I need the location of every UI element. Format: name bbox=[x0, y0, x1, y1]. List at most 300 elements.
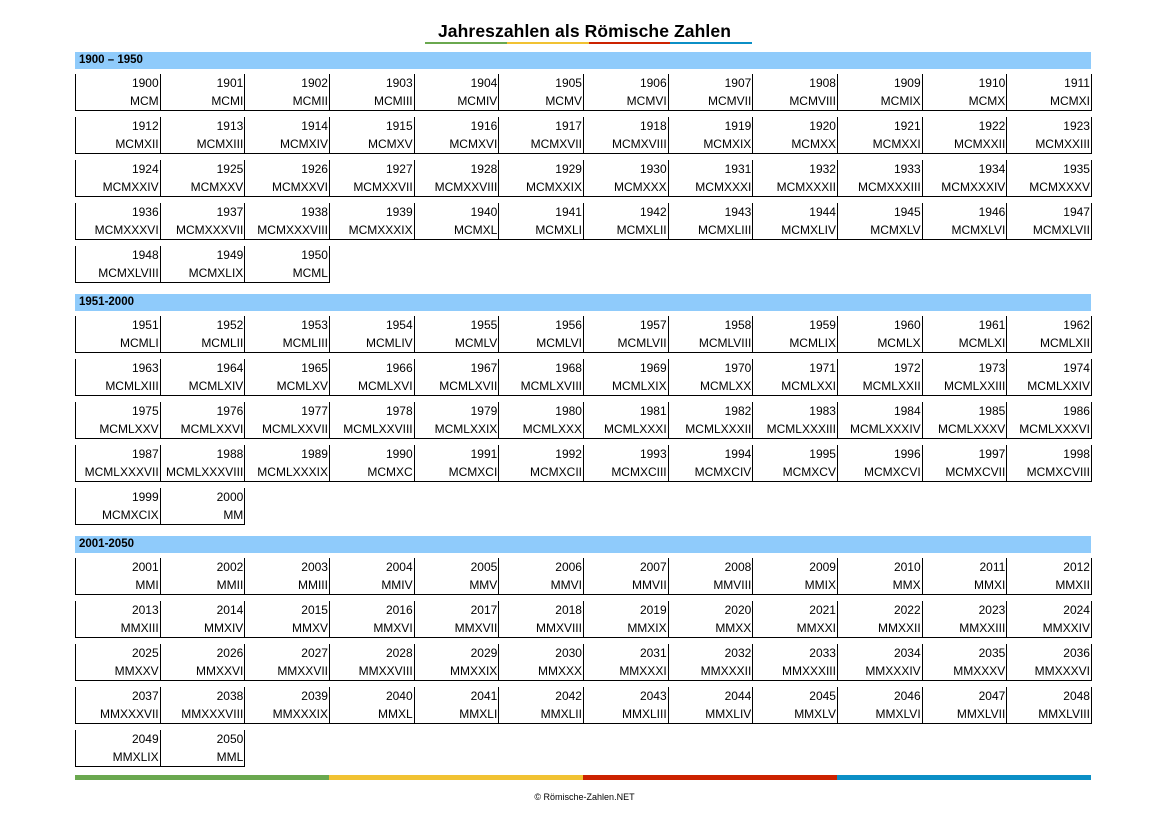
year-number: 1951 bbox=[131, 318, 159, 332]
bar-blue bbox=[837, 775, 1091, 780]
year-cell bbox=[160, 160, 246, 197]
year-cell bbox=[1006, 445, 1092, 482]
year-cell bbox=[244, 558, 330, 595]
roman-numeral: MMI bbox=[135, 578, 159, 592]
roman-numeral: MCMLXXXIV bbox=[849, 422, 921, 436]
roman-numeral: MMXVII bbox=[454, 621, 498, 635]
year-number: 1940 bbox=[470, 205, 498, 219]
year-number: 2034 bbox=[893, 646, 921, 660]
year-number: 1906 bbox=[639, 76, 667, 90]
year-number: 1974 bbox=[1063, 361, 1090, 375]
year-number: 2036 bbox=[1063, 646, 1090, 660]
year-cell bbox=[1006, 644, 1092, 681]
year-number: 2035 bbox=[978, 646, 1006, 660]
year-cell bbox=[329, 644, 415, 681]
year-cell bbox=[75, 488, 161, 525]
year-number: 1944 bbox=[809, 205, 836, 219]
year-number: 1978 bbox=[385, 404, 413, 418]
year-number: 1903 bbox=[385, 76, 413, 90]
year-cell bbox=[244, 359, 330, 396]
year-cell bbox=[498, 644, 584, 681]
year-number: 2044 bbox=[724, 689, 752, 703]
year-cell bbox=[583, 687, 669, 724]
year-cell bbox=[837, 601, 923, 638]
roman-numeral: MCMXCVI bbox=[863, 465, 921, 479]
year-number: 1913 bbox=[216, 119, 244, 133]
year-number: 2043 bbox=[639, 689, 667, 703]
roman-numeral: MCML bbox=[292, 266, 328, 280]
year-number: 1932 bbox=[809, 162, 836, 176]
roman-numeral: MMXV bbox=[291, 621, 328, 635]
year-cell bbox=[752, 117, 838, 154]
roman-numeral: MCMLXXIX bbox=[434, 422, 498, 436]
year-cell bbox=[752, 359, 838, 396]
roman-numeral: MMXXXIII bbox=[781, 664, 836, 678]
roman-numeral: MMXLIII bbox=[621, 707, 667, 721]
year-number: 1918 bbox=[639, 119, 667, 133]
roman-numeral: MCMLXXI bbox=[781, 379, 836, 393]
roman-numeral: MMXLIV bbox=[705, 707, 752, 721]
year-cell bbox=[329, 687, 415, 724]
year-number: 2004 bbox=[385, 560, 413, 574]
year-cell bbox=[752, 203, 838, 240]
roman-numeral: MMXLVI bbox=[875, 707, 921, 721]
year-cell bbox=[837, 687, 923, 724]
roman-numeral: MMXLVII bbox=[956, 707, 1006, 721]
year-cell bbox=[668, 445, 754, 482]
year-number: 2028 bbox=[385, 646, 413, 660]
roman-numeral: MCMLXVIII bbox=[520, 379, 582, 393]
roman-numeral: MCMLXXV bbox=[99, 422, 159, 436]
year-number: 2011 bbox=[979, 560, 1006, 574]
bar-red bbox=[583, 775, 837, 780]
year-number: 1922 bbox=[978, 119, 1006, 133]
year-cell bbox=[75, 316, 161, 353]
year-number: 2012 bbox=[1063, 560, 1090, 574]
year-cell bbox=[668, 644, 754, 681]
roman-numeral: MMXXXIX bbox=[272, 707, 328, 721]
year-number: 1931 bbox=[724, 162, 752, 176]
year-number: 1952 bbox=[216, 318, 244, 332]
roman-numeral: MCMXXXIV bbox=[941, 180, 1006, 194]
roman-numeral: MMXXI bbox=[796, 621, 836, 635]
roman-numeral: MCMXLVII bbox=[1032, 223, 1090, 237]
roman-numeral: MCMLXXII bbox=[862, 379, 921, 393]
year-grid-1900-1950 bbox=[75, 74, 1091, 284]
year-number: 1961 bbox=[978, 318, 1006, 332]
year-number: 2047 bbox=[978, 689, 1006, 703]
year-number: 1945 bbox=[893, 205, 921, 219]
roman-numeral: MCMXXVII bbox=[353, 180, 413, 194]
year-number: 2041 bbox=[470, 689, 498, 703]
year-number: 1943 bbox=[724, 205, 752, 219]
underline-blue bbox=[670, 42, 752, 44]
year-number: 2009 bbox=[809, 560, 836, 574]
year-cell bbox=[922, 359, 1008, 396]
roman-numeral: MCMXVIII bbox=[611, 137, 667, 151]
year-cell bbox=[668, 160, 754, 197]
year-cell bbox=[414, 687, 500, 724]
year-cell bbox=[329, 203, 415, 240]
roman-numeral: MCMXXIX bbox=[525, 180, 582, 194]
roman-numeral: MCMXLV bbox=[870, 223, 921, 237]
year-cell bbox=[414, 117, 500, 154]
roman-numeral: MCMXXVIII bbox=[434, 180, 498, 194]
year-cell bbox=[75, 203, 161, 240]
year-number: 1955 bbox=[470, 318, 498, 332]
roman-numeral: MCMLXXIII bbox=[943, 379, 1006, 393]
year-cell bbox=[922, 160, 1008, 197]
year-cell bbox=[583, 359, 669, 396]
year-cell bbox=[752, 74, 838, 111]
title-underline bbox=[425, 42, 752, 44]
year-number: 2049 bbox=[131, 732, 159, 746]
roman-numeral: MMVIII bbox=[713, 578, 752, 592]
year-number: 1907 bbox=[724, 76, 752, 90]
year-cell bbox=[75, 160, 161, 197]
year-number: 1939 bbox=[385, 205, 413, 219]
roman-numeral: MCMXLVI bbox=[951, 223, 1006, 237]
year-cell bbox=[75, 558, 161, 595]
year-number: 1980 bbox=[555, 404, 582, 418]
roman-numeral: MCMLIII bbox=[282, 336, 328, 350]
roman-numeral: MMIX bbox=[804, 578, 836, 592]
year-number: 2013 bbox=[131, 603, 159, 617]
year-number: 1966 bbox=[385, 361, 413, 375]
year-cell bbox=[498, 359, 584, 396]
roman-numeral: MCMLVII bbox=[617, 336, 667, 350]
year-number: 2010 bbox=[893, 560, 921, 574]
roman-numeral: MCMXCV bbox=[782, 465, 836, 479]
year-cell bbox=[837, 74, 923, 111]
year-cell bbox=[329, 117, 415, 154]
year-number: 2006 bbox=[555, 560, 582, 574]
roman-numeral: MCMXIX bbox=[703, 137, 752, 151]
year-cell bbox=[498, 445, 584, 482]
roman-numeral: MMXIX bbox=[627, 621, 667, 635]
roman-numeral: MCMXX bbox=[791, 137, 836, 151]
year-grid-2001-2050 bbox=[75, 558, 1091, 768]
roman-numeral: MCMLI bbox=[119, 336, 159, 350]
roman-numeral: MCMXXI bbox=[872, 137, 921, 151]
year-cell bbox=[1006, 160, 1092, 197]
year-cell bbox=[1006, 203, 1092, 240]
year-number: 1973 bbox=[978, 361, 1006, 375]
roman-numeral: MMXVI bbox=[373, 621, 413, 635]
year-cell bbox=[837, 445, 923, 482]
year-cell bbox=[329, 601, 415, 638]
roman-numeral: MCMLXXXV bbox=[937, 422, 1006, 436]
year-cell bbox=[922, 644, 1008, 681]
year-cell bbox=[244, 203, 330, 240]
year-number: 1968 bbox=[555, 361, 582, 375]
year-number: 2005 bbox=[470, 560, 498, 574]
year-cell bbox=[160, 687, 246, 724]
year-number: 1985 bbox=[978, 404, 1006, 418]
footer-copyright: © Römische-Zahlen.NET bbox=[534, 792, 635, 802]
year-number: 1953 bbox=[301, 318, 328, 332]
roman-numeral: MCMXIV bbox=[279, 137, 328, 151]
year-cell bbox=[922, 203, 1008, 240]
roman-numeral: MMVII bbox=[631, 578, 667, 592]
year-number: 1954 bbox=[385, 318, 413, 332]
roman-numeral: MCMLIV bbox=[365, 336, 413, 350]
year-number: 1930 bbox=[639, 162, 667, 176]
roman-numeral: MCMLXXVIII bbox=[343, 422, 413, 436]
year-cell bbox=[1006, 601, 1092, 638]
year-number: 1979 bbox=[470, 404, 498, 418]
year-number: 1914 bbox=[301, 119, 328, 133]
roman-numeral: MCMLXXIV bbox=[1027, 379, 1090, 393]
year-number: 1909 bbox=[893, 76, 921, 90]
roman-numeral: MCMLX bbox=[877, 336, 921, 350]
year-number: 1969 bbox=[639, 361, 667, 375]
year-cell bbox=[75, 246, 161, 283]
year-number: 1989 bbox=[301, 447, 328, 461]
year-number: 2025 bbox=[131, 646, 159, 660]
year-cell bbox=[160, 246, 246, 283]
year-number: 1948 bbox=[131, 248, 159, 262]
roman-numeral: MMXLII bbox=[540, 707, 582, 721]
roman-numeral: MCMLXI bbox=[958, 336, 1006, 350]
year-number: 1962 bbox=[1063, 318, 1090, 332]
roman-numeral: MCMXXXI bbox=[695, 180, 752, 194]
year-number: 2031 bbox=[639, 646, 667, 660]
year-number: 2046 bbox=[893, 689, 921, 703]
roman-numeral: MMXX bbox=[715, 621, 752, 635]
year-cell bbox=[75, 687, 161, 724]
year-cell bbox=[160, 402, 246, 439]
roman-numeral: MCMXXVI bbox=[271, 180, 328, 194]
roman-numeral: MMXI bbox=[973, 578, 1006, 592]
roman-numeral: MCMXXXVI bbox=[94, 223, 159, 237]
year-number: 2002 bbox=[216, 560, 244, 574]
year-number: 2018 bbox=[555, 603, 582, 617]
bottom-color-bar bbox=[75, 775, 1091, 780]
year-cell bbox=[668, 117, 754, 154]
year-number: 1925 bbox=[216, 162, 244, 176]
roman-numeral: MMXXIII bbox=[959, 621, 1006, 635]
roman-numeral: MCMV bbox=[545, 94, 582, 108]
year-number: 1964 bbox=[216, 361, 244, 375]
year-number: 2021 bbox=[809, 603, 836, 617]
year-number: 1942 bbox=[639, 205, 667, 219]
year-cell bbox=[329, 160, 415, 197]
roman-numeral: MCMXLIII bbox=[697, 223, 752, 237]
roman-numeral: MCMXXX bbox=[613, 180, 667, 194]
year-cell bbox=[414, 601, 500, 638]
year-number: 2020 bbox=[724, 603, 752, 617]
year-cell bbox=[329, 445, 415, 482]
year-cell bbox=[75, 359, 161, 396]
year-number: 1900 bbox=[131, 76, 159, 90]
year-cell bbox=[244, 316, 330, 353]
year-cell bbox=[752, 644, 838, 681]
year-cell bbox=[752, 558, 838, 595]
year-cell bbox=[244, 74, 330, 111]
year-cell bbox=[414, 644, 500, 681]
year-number: 1970 bbox=[724, 361, 752, 375]
roman-numeral: MMXL bbox=[377, 707, 413, 721]
year-cell bbox=[75, 117, 161, 154]
roman-numeral: MCMLXXVI bbox=[180, 422, 244, 436]
year-cell bbox=[1006, 316, 1092, 353]
year-cell bbox=[498, 687, 584, 724]
year-cell bbox=[329, 316, 415, 353]
year-cell bbox=[244, 246, 330, 283]
year-number: 1987 bbox=[131, 447, 159, 461]
year-cell bbox=[244, 644, 330, 681]
roman-numeral: MCMLIX bbox=[789, 336, 836, 350]
year-cell bbox=[1006, 687, 1092, 724]
roman-numeral: MCMVII bbox=[707, 94, 752, 108]
year-number: 1936 bbox=[131, 205, 159, 219]
roman-numeral: MMXLIX bbox=[112, 750, 159, 764]
year-number: 1963 bbox=[131, 361, 159, 375]
year-number: 1994 bbox=[724, 447, 752, 461]
roman-numeral: MMX bbox=[892, 578, 921, 592]
year-number: 1997 bbox=[978, 447, 1006, 461]
year-cell bbox=[329, 74, 415, 111]
roman-numeral: MCMXVI bbox=[449, 137, 498, 151]
year-number: 2027 bbox=[301, 646, 328, 660]
year-cell bbox=[583, 316, 669, 353]
year-cell bbox=[583, 74, 669, 111]
year-number: 1947 bbox=[1063, 205, 1090, 219]
year-cell bbox=[160, 74, 246, 111]
year-number: 1905 bbox=[555, 76, 582, 90]
year-number: 2040 bbox=[385, 689, 413, 703]
roman-numeral: MCMIX bbox=[880, 94, 921, 108]
year-number: 1981 bbox=[639, 404, 667, 418]
roman-numeral: MMXXXIV bbox=[865, 664, 921, 678]
roman-numeral: MMXXXII bbox=[700, 664, 752, 678]
year-cell bbox=[498, 117, 584, 154]
roman-numeral: MMXXXVIII bbox=[181, 707, 244, 721]
year-cell bbox=[160, 316, 246, 353]
year-grid-1951-2000 bbox=[75, 316, 1091, 526]
year-cell bbox=[583, 402, 669, 439]
roman-numeral: MCMVIII bbox=[789, 94, 836, 108]
year-number: 1950 bbox=[301, 248, 328, 262]
year-cell bbox=[414, 402, 500, 439]
year-number: 1976 bbox=[216, 404, 244, 418]
roman-numeral: MMXIV bbox=[203, 621, 244, 635]
year-number: 2033 bbox=[809, 646, 836, 660]
roman-numeral: MCMXXIV bbox=[102, 180, 159, 194]
roman-numeral: MCMXL bbox=[453, 223, 498, 237]
year-cell bbox=[329, 402, 415, 439]
year-cell bbox=[160, 117, 246, 154]
year-cell bbox=[498, 601, 584, 638]
year-number: 1975 bbox=[131, 404, 159, 418]
year-cell bbox=[75, 730, 161, 767]
year-number: 1938 bbox=[301, 205, 328, 219]
roman-numeral: MCMXXXVII bbox=[175, 223, 244, 237]
year-number: 2024 bbox=[1063, 603, 1090, 617]
year-cell bbox=[414, 203, 500, 240]
year-number: 1917 bbox=[555, 119, 582, 133]
year-cell bbox=[922, 445, 1008, 482]
roman-numeral: MCMLVIII bbox=[698, 336, 752, 350]
roman-numeral: MCMXXIII bbox=[1035, 137, 1090, 151]
year-cell bbox=[752, 316, 838, 353]
year-cell bbox=[837, 558, 923, 595]
roman-numeral: MCMLXXVII bbox=[261, 422, 328, 436]
roman-numeral: MCMXIII bbox=[196, 137, 244, 151]
roman-numeral: MMIV bbox=[381, 578, 413, 592]
bar-yellow bbox=[329, 775, 583, 780]
year-cell bbox=[837, 402, 923, 439]
roman-numeral: MMXIII bbox=[120, 621, 159, 635]
roman-numeral: MMXXVI bbox=[195, 664, 244, 678]
year-cell bbox=[75, 74, 161, 111]
roman-numeral: MCMII bbox=[292, 94, 328, 108]
roman-numeral: MCMXCVII bbox=[945, 465, 1006, 479]
year-cell bbox=[583, 601, 669, 638]
year-cell bbox=[668, 402, 754, 439]
year-cell bbox=[498, 203, 584, 240]
roman-numeral: MMXXX bbox=[537, 664, 582, 678]
year-number: 1995 bbox=[809, 447, 836, 461]
roman-numeral: MMIII bbox=[297, 578, 328, 592]
year-cell bbox=[668, 687, 754, 724]
year-cell bbox=[329, 558, 415, 595]
year-cell bbox=[837, 203, 923, 240]
year-cell bbox=[668, 316, 754, 353]
year-number: 1991 bbox=[470, 447, 498, 461]
roman-numeral: MCMXXXIII bbox=[857, 180, 921, 194]
roman-numeral: MCMIV bbox=[457, 94, 498, 108]
year-cell bbox=[1006, 117, 1092, 154]
roman-numeral: MCMLXXXI bbox=[603, 422, 667, 436]
year-number: 1958 bbox=[724, 318, 752, 332]
year-number: 2003 bbox=[301, 560, 328, 574]
roman-numeral: MCMXXV bbox=[190, 180, 244, 194]
roman-numeral: MCMXCVIII bbox=[1026, 465, 1090, 479]
year-cell bbox=[1006, 558, 1092, 595]
roman-numeral: MCMVI bbox=[626, 94, 667, 108]
year-number: 1965 bbox=[301, 361, 328, 375]
roman-numeral: MCMLVI bbox=[536, 336, 582, 350]
year-number: 1934 bbox=[978, 162, 1006, 176]
year-cell bbox=[752, 687, 838, 724]
year-cell bbox=[837, 359, 923, 396]
roman-numeral: MCMXLVIII bbox=[98, 266, 159, 280]
year-cell bbox=[837, 644, 923, 681]
roman-numeral: MCMXVII bbox=[530, 137, 582, 151]
underline-green bbox=[425, 42, 507, 44]
year-number: 1960 bbox=[893, 318, 921, 332]
year-cell bbox=[244, 160, 330, 197]
year-number: 2029 bbox=[470, 646, 498, 660]
year-number: 1908 bbox=[809, 76, 836, 90]
year-cell bbox=[414, 316, 500, 353]
year-cell bbox=[922, 687, 1008, 724]
year-cell bbox=[160, 359, 246, 396]
roman-numeral: MCMLXIII bbox=[105, 379, 159, 393]
year-cell bbox=[922, 117, 1008, 154]
roman-numeral: MMXXXI bbox=[619, 664, 667, 678]
year-number: 1928 bbox=[470, 162, 498, 176]
roman-numeral: MCMXLII bbox=[616, 223, 667, 237]
year-number: 2045 bbox=[809, 689, 836, 703]
year-cell bbox=[160, 644, 246, 681]
year-number: 1921 bbox=[893, 119, 921, 133]
year-cell bbox=[414, 445, 500, 482]
year-number: 1933 bbox=[893, 162, 921, 176]
year-cell bbox=[75, 601, 161, 638]
